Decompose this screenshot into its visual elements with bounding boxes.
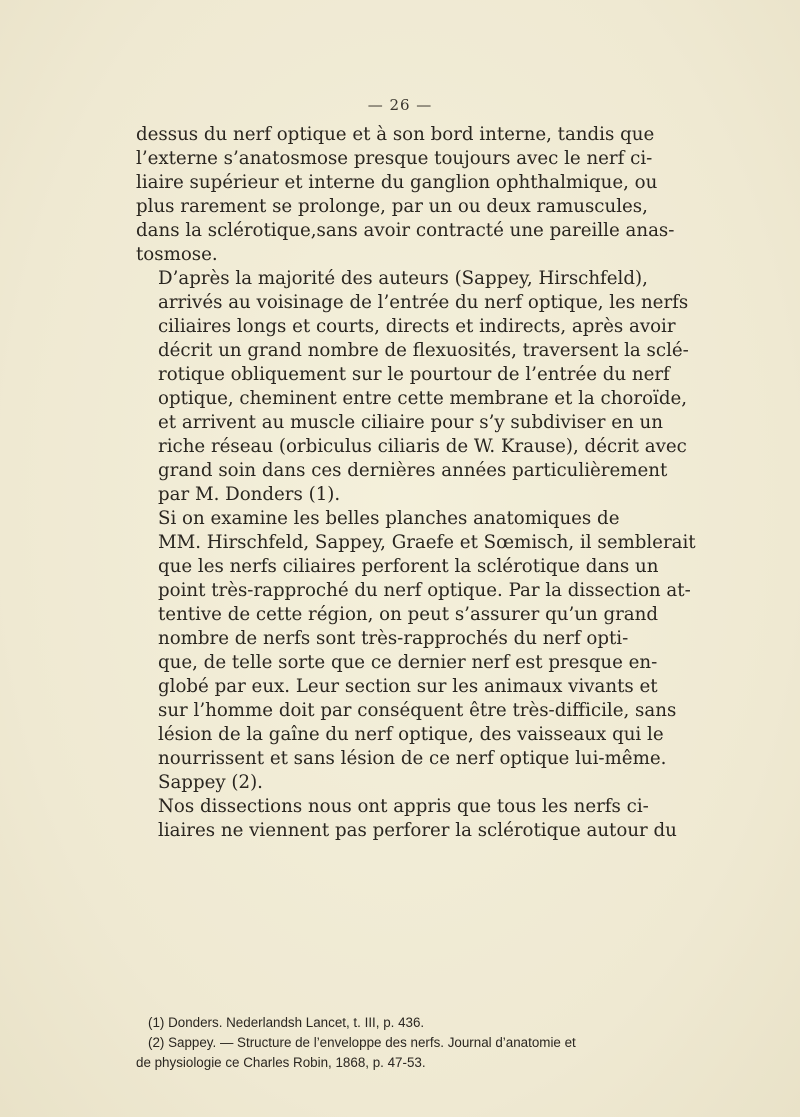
text-line: rotique obliquement sur le pourtour de l’entrée du nerf	[158, 364, 670, 385]
footnotes	[136, 1013, 676, 1073]
text-line: Sappey (2).	[158, 772, 263, 793]
paragraph-2	[136, 267, 689, 507]
text-line: MM. Hirschfeld, Sappey, Graefe et Sœmisch, il semblerait	[158, 532, 696, 553]
text-line: lésion de la gaîne du nerf optique, des vaisseaux qui le	[158, 724, 664, 745]
text-line: ciliaires longs et courts, directs et indirects, après avoir	[158, 316, 676, 337]
text-line: que les nerfs ciliaires perforent la sclérotique dans un	[158, 556, 659, 577]
text-line: dans la sclérotique,sans avoir contracté une pareille anas-	[136, 220, 675, 241]
footnote-1: (1) Donders. Nederlandsh Lancet, t. III, p. 436.	[148, 1015, 425, 1030]
footnote-2-continuation: de physiologie ce Charles Robin, 1868, p. 47-53.	[136, 1055, 426, 1070]
body-text	[136, 123, 696, 843]
text-line: riche réseau (orbiculus ciliaris de W. Krause), décrit avec	[158, 436, 687, 457]
text-line: liaires ne viennent pas perforer la sclérotique autour du	[158, 820, 677, 841]
paragraph-4	[136, 795, 677, 843]
text-line: grand soin dans ces dernières années particulièrement	[158, 460, 668, 481]
text-line: liaire supérieur et interne du ganglion ophthalmique, ou	[136, 172, 658, 193]
text-line: globé par eux. Leur section sur les animaux vivants et	[158, 676, 658, 697]
text-line: dessus du nerf optique et à son bord interne, tandis que	[136, 124, 655, 145]
text-line: l’externe s’anatosmose presque toujours avec le nerf ci-	[136, 148, 653, 169]
text-line: tosmose.	[136, 244, 218, 265]
text-line: Nos dissections nous ont appris que tous les nerfs ci-	[158, 796, 649, 817]
text-line: optique, cheminent entre cette membrane et la choroïde,	[158, 388, 688, 409]
text-line: D’après la majorité des auteurs (Sappey, Hirschfeld),	[158, 268, 648, 289]
text-line: Si on examine les belles planches anatomiques de	[158, 508, 620, 529]
text-line: et arrivent au muscle ciliaire pour s’y subdiviser en un	[158, 412, 663, 433]
text-line: décrit un grand nombre de flexuosités, traversent la sclé-	[158, 340, 689, 361]
paragraph-1	[136, 123, 675, 267]
page-number: — 26 —	[367, 96, 433, 114]
text-line: plus rarement se prolonge, par un ou deux ramuscules,	[136, 196, 648, 217]
text-line: par M. Donders (1).	[158, 484, 341, 505]
text-line: nourrissent et sans lésion de ce nerf optique lui-même.	[158, 748, 667, 769]
footnote-2: (2) Sappey. — Structure de l’enveloppe des nerfs. Journal d’anatomie et	[148, 1035, 576, 1050]
text-line: que, de telle sorte que ce dernier nerf est presque en-	[158, 652, 658, 673]
paragraph-3	[136, 507, 696, 795]
text-line: nombre de nerfs sont très-rapprochés du nerf opti-	[158, 628, 629, 649]
text-line: arrivés au voisinage de l’entrée du nerf optique, les nerfs	[158, 292, 689, 313]
text-line: tentive de cette région, on peut s’assurer qu’un grand	[158, 604, 658, 625]
text-line: sur l’homme doit par conséquent être très-difficile, sans	[158, 700, 677, 721]
text-line: point très-rapproché du nerf optique. Par la dissection at-	[158, 580, 691, 601]
